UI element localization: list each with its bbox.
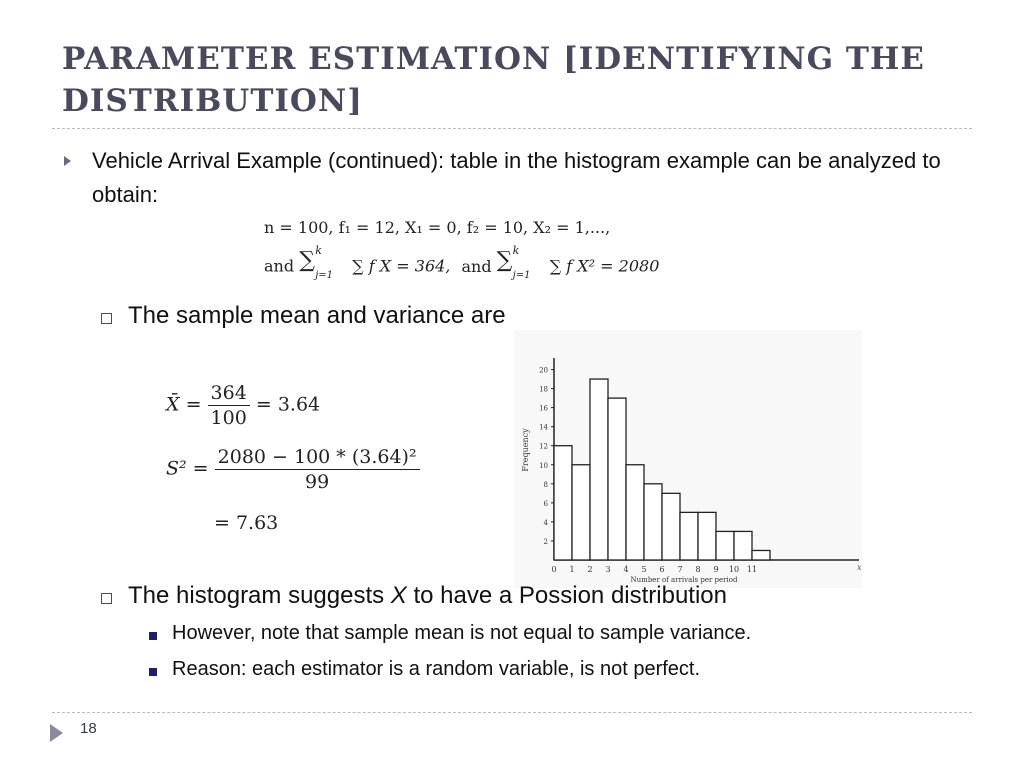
histogram-bar	[626, 465, 644, 560]
x-tick-label: 3	[605, 565, 611, 574]
y-tick-label: 6	[543, 499, 548, 508]
footer-arrow-icon	[50, 724, 63, 742]
y-tick-label: 18	[539, 385, 548, 394]
variance-numerator: 2080 − 100 * (3.64)²	[215, 446, 420, 470]
x-axis-label: Number of arrivals per period	[630, 576, 738, 584]
x-tick-label: 5	[641, 565, 647, 574]
histogram-bar	[590, 379, 608, 560]
x-tick-label: 10	[728, 565, 740, 574]
y-tick-label: 14	[539, 423, 548, 432]
histogram-bar	[554, 446, 572, 560]
square-bullet-icon	[101, 313, 112, 324]
slide-title: PARAMETER ESTIMATION [IDENTIFYING THE DISTRIBUTION]	[62, 41, 925, 119]
histogram-chart	[514, 330, 862, 588]
mean-formula	[166, 382, 320, 429]
histogram-bar	[644, 484, 662, 560]
histogram-bar	[680, 512, 698, 560]
variance-result: = 7.63	[214, 512, 279, 534]
variance-denominator: 99	[305, 471, 330, 493]
bullet-sample-mean-variance: The sample mean and variance are	[128, 302, 506, 329]
and-word-2: and	[461, 256, 492, 276]
square-bullet-icon	[101, 593, 112, 604]
title-divider	[52, 128, 972, 129]
y-tick-label: 16	[539, 404, 548, 413]
square-bullet-icon	[149, 632, 157, 640]
sum-block-2	[496, 244, 545, 282]
x-tick-label: 0	[551, 565, 557, 574]
x-tick-label: 2	[587, 565, 593, 574]
mean-numerator: 364	[208, 382, 250, 406]
histogram-bar	[698, 512, 716, 560]
sum-value-1: ∑ f X = 364,	[352, 256, 451, 276]
mean-denominator: 100	[210, 407, 247, 429]
sigma-icon: ∑	[496, 248, 513, 273]
histogram-bar	[608, 398, 626, 560]
y-tick-label: 8	[543, 480, 548, 489]
page-number: 18	[80, 720, 97, 737]
histogram-bar	[734, 531, 752, 560]
x-tick-label: 11	[746, 565, 758, 574]
histogram-bar	[752, 550, 770, 560]
x-tick-label: 7	[677, 565, 683, 574]
sum-block-1	[299, 244, 347, 282]
x-tick-label: 9	[713, 565, 719, 574]
suggest-variable: X	[390, 582, 407, 609]
sum-value-2: ∑ f X² = 2080	[549, 256, 660, 276]
variance-lhs: S² =	[166, 457, 209, 480]
histogram-svg	[514, 330, 862, 588]
mean-result: = 3.64	[255, 393, 321, 416]
variance-fraction	[215, 446, 420, 493]
suggest-text-pre: The histogram suggests	[128, 582, 391, 609]
bullet-vehicle-arrival: Vehicle Arrival Example (continued): table in the histogram example can be analyzed to obtain:	[92, 148, 941, 207]
sum-upper-limit: k	[512, 244, 520, 257]
square-bullet-icon	[149, 668, 157, 676]
x-tick-label: 6	[659, 565, 665, 574]
y-tick-label: 12	[539, 442, 548, 451]
histogram-bar	[662, 493, 680, 560]
y-tick-label: 2	[543, 537, 548, 546]
suggest-text-post: to have a Possion distribution	[406, 582, 728, 609]
y-tick-label: 10	[539, 461, 548, 470]
x-axis-end-label: x	[857, 563, 862, 572]
sums-line	[264, 244, 660, 286]
y-tick-label: 20	[539, 366, 548, 375]
sigma-icon: ∑	[299, 248, 315, 273]
sum-upper-limit: k	[315, 244, 322, 257]
sub-bullet-reason: Reason: each estimator is a random variable, is not perfect.	[172, 658, 701, 680]
footer-divider	[52, 712, 972, 713]
and-word: and	[264, 256, 295, 276]
variance-formula	[166, 446, 420, 493]
x-tick-label: 4	[623, 565, 629, 574]
sum-lower-limit: j=1	[512, 270, 531, 281]
mean-lhs: X̄ =	[166, 393, 202, 416]
arrow-bullet-icon	[64, 156, 71, 166]
x-tick-label: 1	[569, 565, 575, 574]
y-tick-label: 4	[543, 518, 548, 527]
x-tick-label: 8	[695, 565, 701, 574]
histogram-bar	[716, 531, 734, 560]
y-axis-label: Frequency	[521, 428, 530, 472]
bullet-histogram-suggests	[128, 582, 727, 610]
histogram-bar	[572, 465, 590, 560]
sub-bullet-however: However, note that sample mean is not equal to sample variance.	[172, 622, 752, 644]
sum-lower-limit: j=1	[315, 270, 334, 281]
mean-fraction	[208, 382, 250, 429]
given-data-line: n = 100, f₁ = 12, X₁ = 0, f₂ = 10, X₂ = 1,...,	[264, 218, 611, 237]
